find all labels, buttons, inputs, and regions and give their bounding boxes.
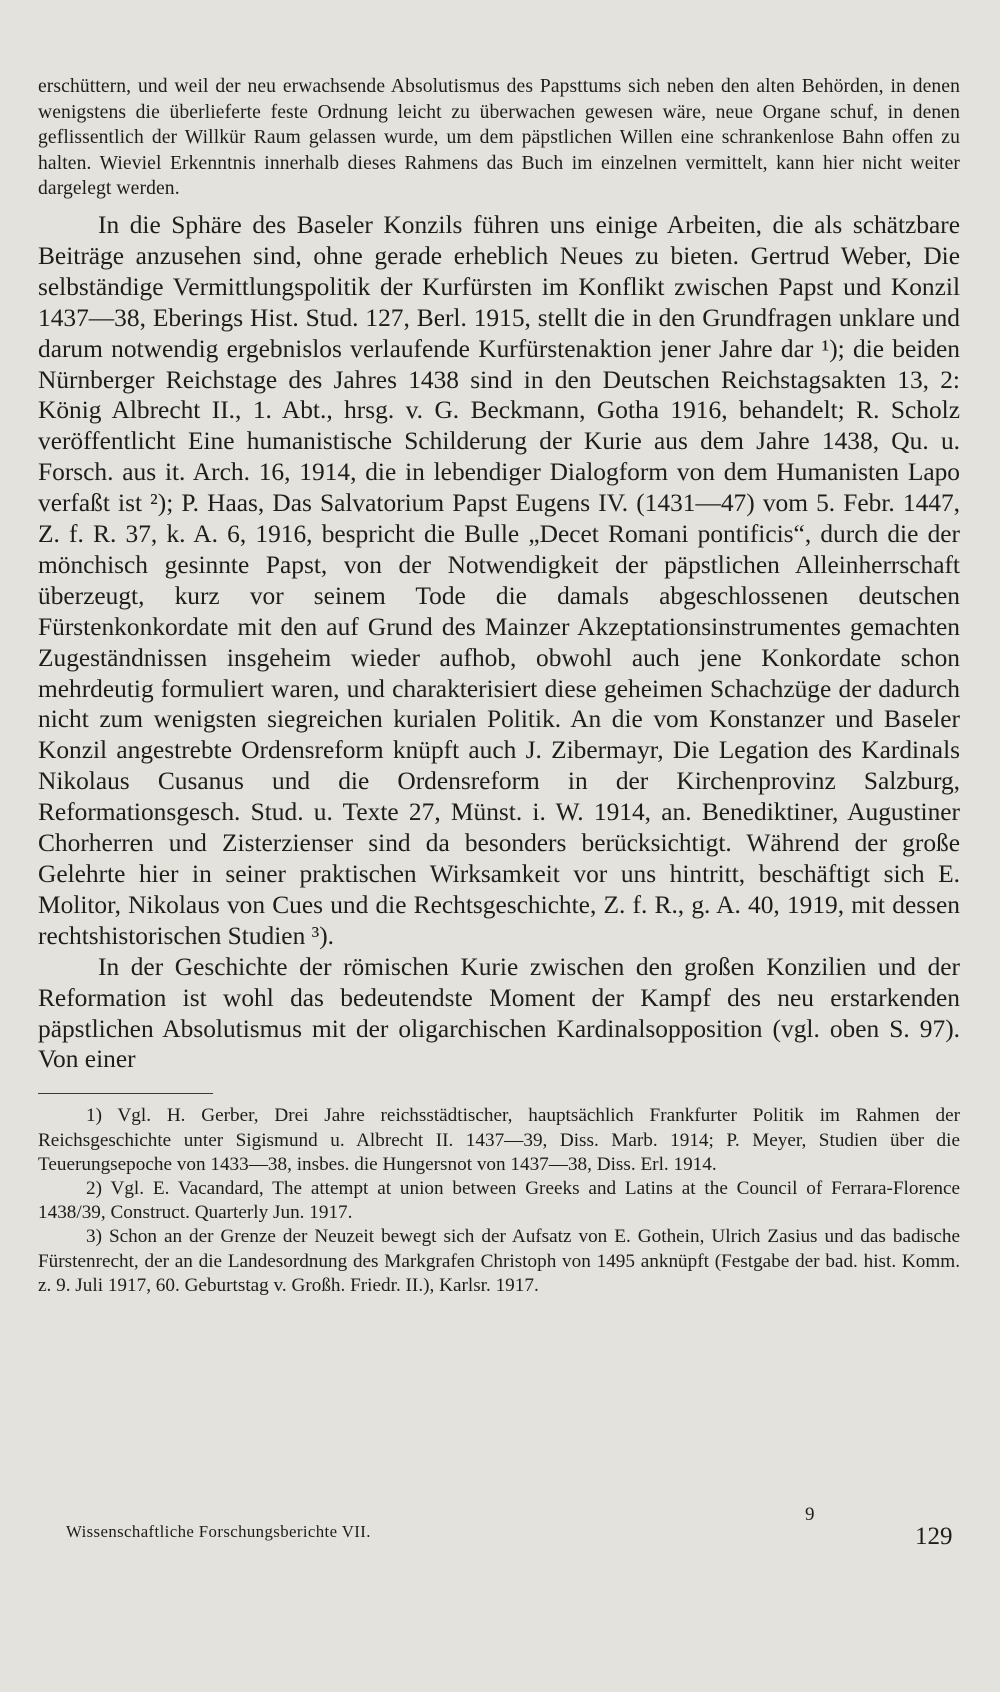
- footnotes: [38, 1104, 960, 1298]
- paragraph-roemische-kurie: In der Geschichte der römischen Kurie zwischen den großen Konzilien und der Reformation ist wohl das bedeutendste Moment der Kampf des neu erstarkenden päpstlichen Absolutismus mit der oligarchischen Kardinalsopposition (vgl. oben S. 97). Von einer: [38, 952, 960, 1074]
- footer-series-title: Wissenschaftliche Forschungsberichte VII.: [66, 1522, 371, 1541]
- footnote-1: 1) Vgl. H. Gerber, Drei Jahre reichsstädtischer, hauptsächlich Frankfurter Politik im Rahmen der Reichsgeschichte unter Sigismund u. Albrecht II. 1437—39, Diss. Marb. 1914; P. Meyer, Studien über die Teuerungsepoche von 1433—38, insbes. die Hungersnot von 1437—38, Diss. Erl. 1914.: [38, 1105, 960, 1175]
- intro-paragraph: erschüttern, und weil der neu erwachsende Absolutismus des Papsttums sich neben den alten Behörden, in denen wenigstens die überlieferte feste Ordnung leicht zu überwachen gewesen wäre, neue Organe schuf, in denen geflissentlich der Willkür Raum gelassen wurde, um dem päpstlichen Willen eine schrankenlose Bahn offen zu halten. Wieviel Erkenntnis innerhalb dieses Rahmens das Buch im einzelnen vermittelt, kann hier nicht weiter dargelegt werden.: [38, 76, 960, 200]
- main-text: [38, 210, 960, 1075]
- footnote-2: 2) Vgl. E. Vacandard, The attempt at union between Greeks and Latins at the Council of Ferrara-Florence 1438/39, Construct. Quarterly Jun. 1917.: [38, 1177, 960, 1224]
- paragraph-baseler-konzil: In die Sphäre des Baseler Konzils führen uns einige Arbeiten, die als schätzbare Beiträge anzusehen sind, ohne gerade erheblich Neues zu bieten. Gertrud Weber, Die selbständige Vermittlungspolitik der Kurfürsten im Konflikt zwischen Papst und Konzil 1437—38, Eberings Hist. Stud. 127, Berl. 1915, stellt die in den Grundfragen unklare und darum notwendig ergebnislos verlaufende Kurfürstenaktion jener Jahre dar ¹); die beiden Nürnberger Reichstage des Jahres 1438 sind in den Deutschen Reichstagsakten 13, 2: König Albrecht II., 1. Abt., hrsg. v. G. Beckmann, Gotha 1916, behandelt; R. Scholz veröffentlicht Eine humanistische Schilderung der Kurie aus dem Jahre 1438, Qu. u. Forsch. aus it. Arch. 16, 1914, die in lebendiger Dialogform von dem Humanisten Lapo verfaßt ist ²); P. Haas, Das Salvatorium Papst Eugens IV. (1431—47) vom 5. Febr. 1447, Z. f. R. 37, k. A. 6, 1916, bespricht die Bulle „Decet Romani pontificis“, durch die der mönchisch gesinnte Papst, von der Notwendigkeit der päpstlichen Alleinherrschaft überzeugt, kurz vor seinem Tode die damals abgeschlossenen deutschen Fürstenkonkordate mit den auf Grund des Mainzer Akzeptationsinstrumentes gemachten Zugeständnissen insgeheim wieder aufhob, obwohl auch jene Konkordate schon mehrdeutig formuliert waren, und charakterisiert diese geheimen Schachzüge der dadurch nicht zum wenigsten siegreichen kurialen Politik. An die vom Konstanzer und Baseler Konzil angestrebte Ordensreform knüpft auch J. Zibermayr, Die Legation des Kardinals Nikolaus Cusanus und die Ordensreform in der Kirchenprovinz Salzburg, Reformationsgesch. Stud. u. Texte 27, Münst. i. W. 1914, an. Benediktiner, Augustiner Chorherren und Zisterzienser sind da besonders berücksichtigt. Während der große Gelehrte hier in seiner praktischen Wirksamkeit vor uns hintritt, beschäftigt sich E. Molitor, Nikolaus von Cues und die Rechtsgeschichte, Z. f. R., g. A. 40, 1919, mit dessen rechtshistorischen Studien ³).: [38, 210, 960, 950]
- signature-mark: 9: [805, 1504, 815, 1525]
- footnote-3: 3) Schon an der Grenze der Neuzeit bewegt sich der Aufsatz von E. Gothein, Ulrich Zasius und das badische Fürstenrecht, der an die Landesordnung des Markgrafen Christoph von 1495 anknüpft (Festgabe der bad. hist. Komm. z. 9. Juli 1917, 60. Geburtstag v. Großh. Friedr. II.), Karlsr. 1917.: [38, 1226, 960, 1296]
- footnote-rule: [38, 1093, 213, 1094]
- page-number: 129: [915, 1523, 953, 1550]
